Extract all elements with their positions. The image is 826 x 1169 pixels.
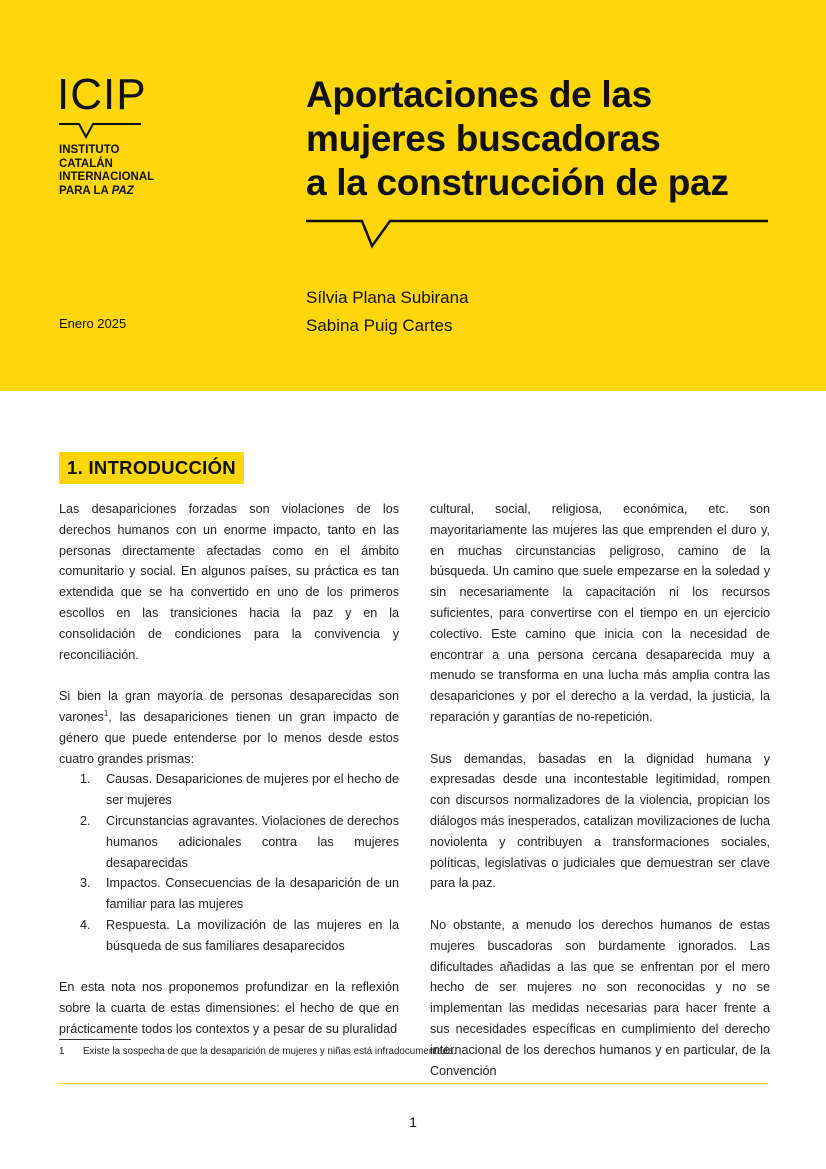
prisms-list	[59, 769, 399, 956]
icip-logo: ICIP	[57, 70, 147, 119]
page-number: 1	[409, 1114, 417, 1130]
organization-name	[59, 144, 154, 198]
document-title	[306, 73, 806, 205]
author: Sílvia Plana Subirana	[306, 288, 469, 307]
paragraph: No obstante, a menudo los derechos humanos de estas mujeres buscadoras son burdamente ignorados. Las dificultades añadidas a las que se enfrentan por el mero hecho de ser mujeres no son reconocidas y no se implementan las medidas necesarias para hacer frente a sus necesidades específicas en cumplimiento del derecho internacional de los derechos humanos y en particular, de la Convención	[430, 917, 770, 1078]
paragraph: Sus demandas, basadas en la dignidad humana y expresadas desde una incontestable legitimidad, rompen con discursos normalizadores de la violencia, propician los diálogos más inesperados, catalizan movilizaciones de lucha noviolenta y contribuyen a transformaciones sociales, políticas, legislativas o judiciales que demuestran ser clave para la paz.	[430, 751, 770, 891]
org-line-last: PARA LA PAZ	[59, 184, 134, 197]
org-line: CATALÁN	[59, 157, 113, 170]
org-line: INTERNACIONAL	[59, 171, 155, 183]
list-item: 2. Circunstancias agravantes. Violaciones de derechos humanos adicionales contra las mujeres desaparecidas	[80, 813, 399, 870]
right-column	[430, 499, 770, 1081]
list-item: 3. Impactos. Consecuencias de la desaparición de un familiar para las mujeres	[80, 876, 399, 912]
authors	[306, 284, 469, 340]
speech-bubble-icon	[59, 119, 141, 141]
header-banner	[0, 0, 826, 391]
title-line: mujeres buscadoras	[306, 118, 661, 159]
section-heading: 1. INTRODUCCIÓN	[59, 452, 244, 484]
paragraph: En esta nota nos proponemos profundizar en la reflexión sobre la cuarta de estas dimensiones: el hecho de que en prácticamente todos los contextos y a pesar de su pluralidad	[59, 980, 399, 1036]
left-column	[59, 499, 399, 1040]
org-line: INSTITUTO	[59, 144, 120, 156]
publication-date: Enero 2025	[59, 316, 127, 331]
author: Sabina Puig Cartes	[306, 316, 453, 335]
paragraph: Si bien la gran mayoría de personas desaparecidas son varones$^1$, las desapariciones tienen un gran impacto de género que puede entenderse por lo menos desde estos cuatro grandes prismas:	[59, 689, 399, 766]
list-item: 1. Causas. Desapariciones de mujeres por el hecho de ser mujeres	[80, 772, 399, 808]
footnote: 1 Existe la sospecha de que la desaparición de mujeres y niñas está infradocumentada.	[59, 1046, 457, 1057]
footer-divider	[59, 1083, 768, 1084]
footnote-divider	[59, 1039, 131, 1040]
paragraph: cultural, social, religiosa, económica, etc. son mayoritariamente las mujeres las que emprenden el duro y, en muchas circunstancias peligroso, camino de la búsqueda. Un camino que suele empezarse en la soledad y sin necesariamente la capacitación ni los recursos suficientes, para convertirse con el tiempo en un ejercicio colectivo. Este camino que inicia con la necesidad de encontrar a una persona cercana desaparecida muy a menudo se transforma en una lucha más amplia contra las desapariciones y por el derecho a la verdad, la justicia, la reparación y garantías de no-repetición.	[430, 502, 770, 724]
footnote-ref[interactable]: 1	[103, 708, 109, 718]
list-item: 4. Respuesta. La movilización de las mujeres en la búsqueda de sus familiares desaparecidos	[80, 917, 399, 953]
title-speech-bubble-icon	[306, 216, 768, 250]
title-line: Aportaciones de las	[306, 74, 652, 115]
paragraph: Las desapariciones forzadas son violaciones de los derechos humanos con un enorme impacto, tanto en las personas directamente afectadas como en el ámbito comunitario y social. En algunos países, su práctica es tan extendida que se ha convertido en uno de los primeros escollos en las transiciones hacia la paz y en la consolidación de condiciones para la convivencia y reconciliación.	[59, 502, 399, 662]
title-line: a la construcción de paz	[306, 162, 729, 203]
